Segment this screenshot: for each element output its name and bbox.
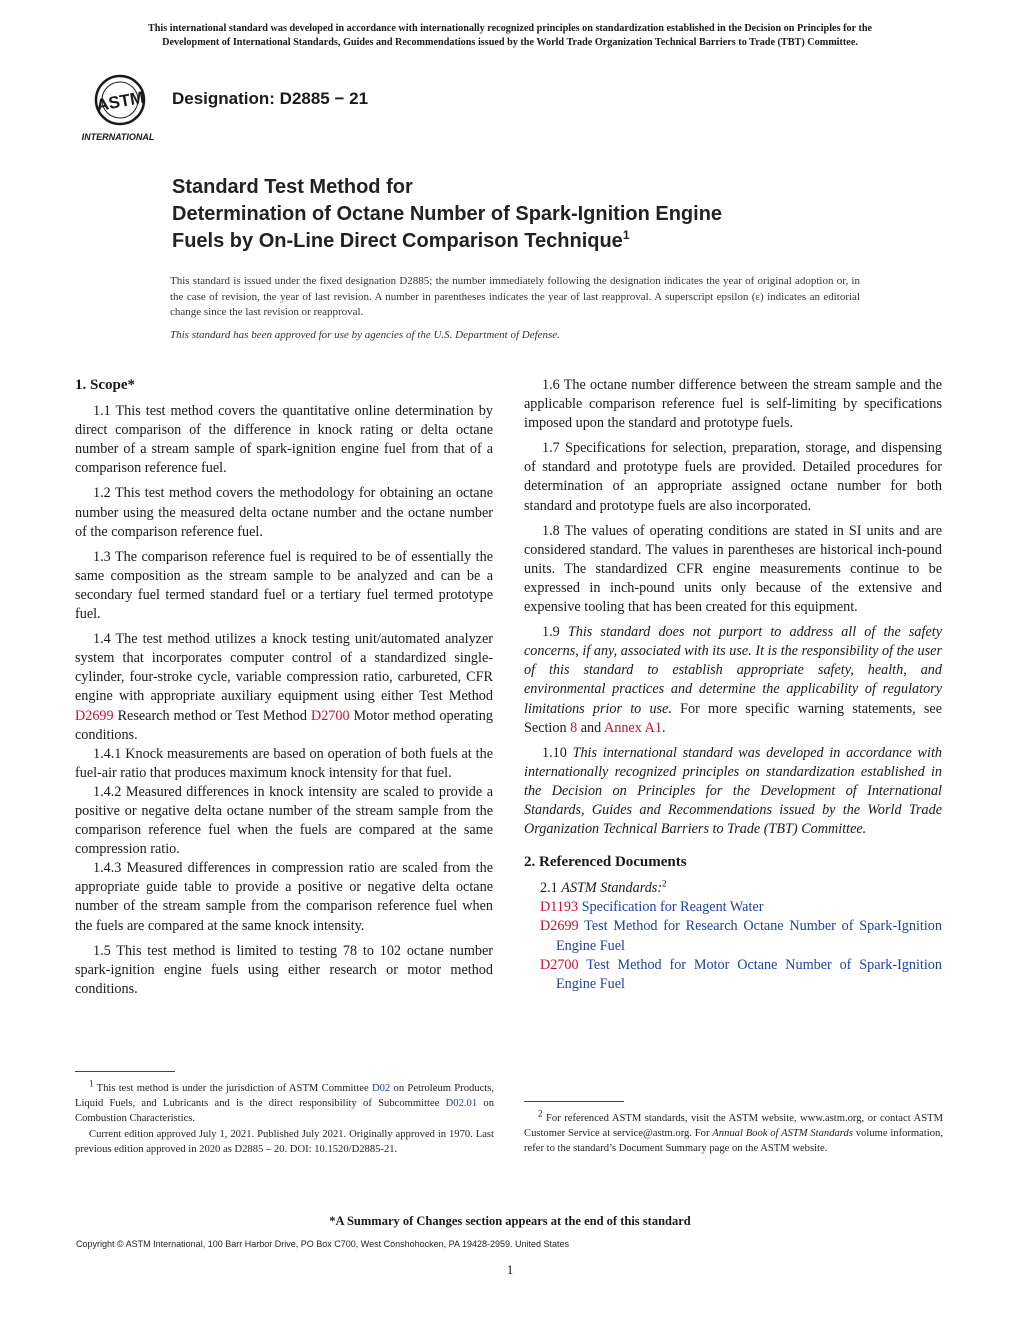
left-column bbox=[75, 376, 493, 1005]
title-footnote-mark: 1 bbox=[622, 228, 630, 242]
referenced-heading: 2. Referenced Documents bbox=[524, 854, 687, 871]
para-1-10-italic: This international standard was developed in accordance with internationally recognized principles on standardization established in the Decision on Principles for the Development of International Standards, Guides and Recommendations issued by the World Trade Organization Technical Barriers to Trade (TBT) Committee. bbox=[524, 744, 942, 838]
para-1-8: 1.8 The values of operating conditions are stated in SI units and are considered standard. The values in parentheses are historical inch-pound units. The standardized CFR engine measurements continue to be expressed in inch-pound units only because of the extensive and expensive tooling that has been created for this equipment. bbox=[524, 522, 942, 616]
footnote-1-mark: 1 bbox=[89, 1078, 94, 1089]
para-1-2: 1.2 This test method covers the methodology for obtaining an octane number using the measured delta octane number and the octane number of the comparison reference fuel. bbox=[75, 485, 493, 540]
footnote-2-para bbox=[524, 1108, 943, 1157]
footnote-2-text-b: volume information, refer to the standard’s Document Summary page on the ASTM website. bbox=[524, 1128, 943, 1155]
para-1-9-italic: This standard does not purport to address all of the safety concerns, if any, associated with its use. It is the responsibility of the user of this standard to establish appropriate safety, health, and environmental practices and determine the applicability of regulatory limitations prior to use. bbox=[524, 624, 942, 717]
para-2-1-footnote-mark: 2 bbox=[662, 878, 667, 889]
para-1-9-text-a: For more specific warning statements, see Section bbox=[524, 700, 942, 736]
para-1-5: 1.5 This test method is limited to testing 78 to 102 octane number spark-ignition engine fuels using either research or motor method conditions. bbox=[75, 942, 493, 997]
para-1-4-1: 1.4.1 Knock measurements are based on operation of both fuels at the fuel-air ratio that produces maximum knock intensity for that fuel. bbox=[75, 745, 493, 781]
dod-statement: This standard has been approved for use by agencies of the U.S. Department of Defense. bbox=[170, 329, 560, 341]
para-1-9-text-b: and bbox=[577, 719, 604, 736]
para-1-6: 1.6 The octane number difference between the stream sample and the applicable comparison reference fuel is self-limiting by specifications imposed upon the standard and prototype fuels. bbox=[524, 377, 942, 432]
para-1-7: 1.7 Specifications for selection, preparation, storage, and dispensing of standard and prototype fuels are provided. Detailed procedures for determination of an appropriate assigned octane number for both standard and prototype fuels are also incorporated. bbox=[524, 440, 942, 514]
link-d02[interactable]: D02 bbox=[372, 1083, 391, 1094]
footnote-2-text-a: For referenced ASTM standards, visit the ASTM website, www.astm.org, or contact ASTM Customer Service at service@astm.org. For bbox=[524, 1113, 943, 1140]
footnote-2-mark: 2 bbox=[538, 1108, 543, 1119]
logo-text: ASTM bbox=[94, 87, 146, 116]
title-line3-text: Fuels by On-Line Direct Comparison Technique bbox=[172, 230, 623, 252]
ref-code[interactable]: D2699 bbox=[540, 918, 579, 935]
footnote-1-edition: Current edition approved July 1, 2021. Published July 2021. Originally approved in 1970. Last previous edition approved in 2020 as D2885 – 20. DOI: 10.1520/D2885-21. bbox=[75, 1128, 494, 1155]
title-line3 bbox=[172, 228, 892, 255]
ref-item[interactable] bbox=[524, 956, 942, 994]
ref-title[interactable]: Test Method for Research Octane Number of Spark-Ignition Engine Fuel bbox=[556, 918, 942, 954]
para-1-1: 1.1 This test method covers the quantitative online determination by direct comparison of the difference in knock rating or delta octane number of a stream sample of spark-ignition engine fuel from that of a comparison reference fuel. bbox=[75, 403, 493, 477]
para-2-1 bbox=[524, 879, 942, 898]
top-notice bbox=[60, 22, 960, 50]
scope-heading: 1. Scope* bbox=[75, 377, 135, 393]
title-line1: Standard Test Method for bbox=[172, 176, 413, 198]
para-1-4-2: 1.4.2 Measured differences in knock intensity are scaled to provide a positive or negative delta octane number of the stream sample from the comparison reference fuel when the fuels are compared at the same compression ratio. bbox=[75, 783, 493, 858]
link-d2700[interactable]: D2700 bbox=[310, 707, 350, 724]
ref-code[interactable]: D2700 bbox=[540, 956, 579, 973]
right-column bbox=[524, 376, 942, 994]
footnote-1-para bbox=[75, 1078, 494, 1127]
ref-title[interactable]: Specification for Reagent Water bbox=[578, 899, 764, 916]
para-2-1-italic: ASTM Standards: bbox=[561, 880, 663, 897]
footnote-divider-left bbox=[75, 1071, 175, 1072]
para-1-10-number: 1.10 bbox=[542, 744, 573, 761]
para-1-4-text-c: Motor method operating conditions. bbox=[75, 707, 493, 743]
footnote-2 bbox=[524, 1108, 943, 1157]
designation: Designation: D2885 − 21 bbox=[172, 89, 369, 108]
footnote-divider-right bbox=[524, 1101, 624, 1102]
para-1-9 bbox=[524, 623, 942, 738]
para-1-4-3: 1.4.3 Measured differences in compression ratio are scaled from the appropriate guide table to provide a positive or negative delta octane number of the stream sample from the comparison reference fuel when the fuels are compared at the same knock intensity. bbox=[75, 860, 493, 934]
page-number: 1 bbox=[506, 1262, 514, 1277]
copyright-notice: Copyright © ASTM International, 100 Barr Harbor Drive, PO Box C700, West Conshohocken, PA 19428-2959. United States bbox=[76, 1239, 570, 1249]
para-1-9-text-c: . bbox=[661, 719, 666, 736]
para-1-4 bbox=[75, 630, 493, 745]
link-d02-01[interactable]: D02.01 bbox=[445, 1098, 478, 1110]
ref-code[interactable]: D1193 bbox=[540, 899, 579, 916]
ref-item[interactable] bbox=[524, 898, 942, 917]
para-1-4-text-a: 1.4 The test method utilizes a knock testing unit/automated analyzer system that incorporates computer control of a standardized single-cylinder, four-stroke cycle, variable compression ratio, carbureted, CFR engine with appropriate auxiliary equipment using either Test Method bbox=[75, 631, 493, 705]
para-1-4-text-b: Research method or Test Method bbox=[113, 707, 311, 724]
astm-logo bbox=[76, 74, 162, 144]
ref-item[interactable] bbox=[524, 917, 942, 955]
issued-statement: This standard is issued under the fixed designation D2885; the number immediately following the designation indicates the year of original adoption or, in the case of revision, the year of last revision. A number in parentheses indicates the year of last reapproval. A superscript epsilon (ε) indicates an editorial change since the last revision or reapproval. bbox=[170, 275, 860, 319]
footnote-1-text-a: This test method is under the jurisdiction of ASTM Committee bbox=[93, 1083, 372, 1094]
footnote-2-italic: Annual Book of ASTM Standards bbox=[712, 1128, 853, 1140]
para-1-3: 1.3 The comparison reference fuel is required to be of essentially the same composition as the stream sample to be analyzed and can be a secondary fuel termed standard fuel or a tertiary fuel termed prototype fuel. bbox=[75, 548, 493, 623]
ref-title[interactable]: Test Method for Motor Octane Number of Spark-Ignition Engine Fuel bbox=[556, 956, 942, 992]
para-1-9-number: 1.9 bbox=[542, 624, 568, 641]
title-line2: Determination of Octane Number of Spark-Ignition Engine bbox=[172, 203, 723, 225]
top-notice-line1: This international standard was developed in accordance with internationally recognized principles on standardization established in the Decision on Principles for the bbox=[147, 23, 873, 34]
astm-logo-icon bbox=[76, 74, 162, 144]
para-2-1-number: 2.1 bbox=[540, 880, 562, 897]
footnote-1 bbox=[75, 1078, 494, 1157]
summary-of-changes-note: *A Summary of Changes section appears at the end of this standard bbox=[329, 1214, 691, 1228]
footnote-1-text-b: on Petroleum Products, Liquid Fuels, and Lubricants and is the direct responsibility of Subcommittee bbox=[75, 1083, 494, 1110]
para-1-10 bbox=[524, 744, 942, 839]
document-title bbox=[172, 174, 892, 255]
logo-subtext: INTERNATIONAL bbox=[81, 132, 155, 142]
link-section-8[interactable]: 8 bbox=[570, 719, 578, 736]
link-annex-a1[interactable]: Annex A1 bbox=[604, 719, 662, 736]
link-d2699[interactable]: D2699 bbox=[75, 707, 114, 724]
top-notice-line2: Development of International Standards, Guides and Recommendations issued by the World Trade Organization Technical Barriers to Trade (TBT) Committee. bbox=[162, 37, 858, 48]
footnote-1-text-c: on Combustion Characteristics. bbox=[75, 1098, 494, 1125]
